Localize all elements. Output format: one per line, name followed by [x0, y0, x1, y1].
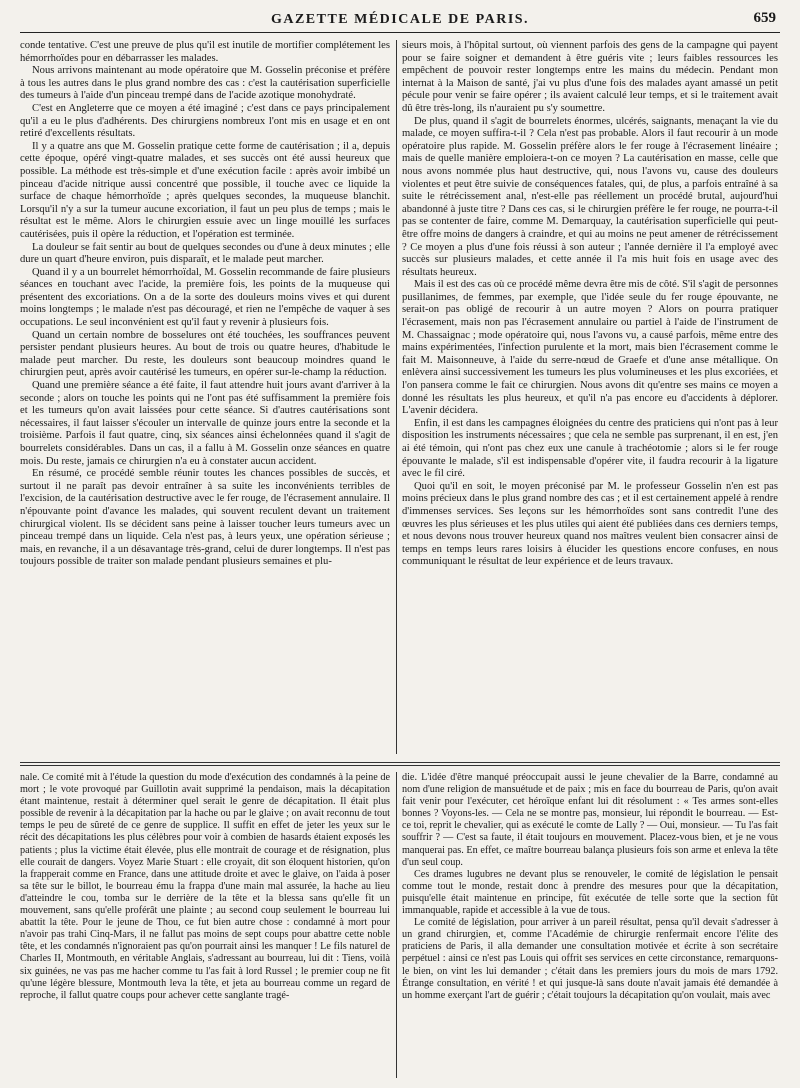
paragraph: Le comité de législation, pour arriver à un pareil résultat, pensa qu'il devait s'adresser à un grand chirurgien, et, comme l'Académie de chirurgie renfermait encore l'élite des praticiens de Paris, il alla demander une consultation motivée et écrite à son secrétaire perpétuel : ainsi ce n'est pas Louis qui offrit ses services en cette circonstance, remarquons-le bien, on vint les lui demander ; c'était dans les premiers jours du mois de mars 1792. Étrange consultation, en vérité ! et qui jusque-là sans doute n'avait jamais été demandée à un homme exerçant l'art de guérir ; c'était toujours la décapitation qu'on voulait, mais avec	[402, 917, 778, 1001]
article-column-right	[402, 40, 778, 756]
paragraph: sieurs mois, à l'hôpital surtout, où viennent parfois des gens de la campagne qui payent pour se faire soigner et demandent à être guéris vite ; leurs faibles ressources les empêchent de pouvoir rester longtemps entre les mains du médecin. Pendant mon internat à la Maison de santé, j'ai vu plus d'une fois des malades ayant amassé un petit pécule pour venir se faire opérer ; ils avaient calculé leur temps, et si le traitement avait dû être très-long, ils n'auraient pu s'y soumettre.	[402, 40, 778, 114]
column-divider	[396, 772, 397, 1078]
paragraph: die. L'idée d'être manqué préoccupait aussi le jeune chevalier de la Barre, condamné au nom d'une religion de mansuétude et de paix ; mis en face du bourreau de Paris, qu'on avait fait venir pour l'exécuter, cet héroïque enfant lui dit résolument : « Tes armes sont-elles bonnes ? Voyons-les. — Cela ne se montre pas, monsieur, lui répondit le bourreau. — Est-ce toi, reprit le chevalier, qui as exécuté le comte de Lally ? — Oui, monsieur. — Tu l'as fait souffrir ? — C'est sa faute, il était toujours en mouvement. Placez-vous bien, et je ne vous manquerai pas. En effet, ce maître bourreau balança plusieurs fois son arme et enleva la tête d'un seul coup.	[402, 772, 778, 868]
page-header	[20, 8, 780, 30]
paragraph: Nous arrivons maintenant au mode opératoire que M. Gosselin préconise et préfère à tous les autres dans le plus grand nombre des cas : c'est la cautérisation superficielle des tumeurs à l'aide d'un pinceau trempé dans de l'acide azotique monohydraté.	[20, 65, 390, 102]
paragraph: Ces drames lugubres ne devant plus se renouveler, le comité de législation le pensait comme tout le monde, restait donc à prendre des mesures pour que la décapitation, puisqu'elle était maintenue en principe, fût exécutée de telle sorte que la section fût immanquable, rapide et accessible à la vue de tous.	[402, 868, 778, 917]
feuilleton-column-right	[402, 772, 778, 1080]
article-column-left	[20, 40, 390, 756]
paragraph: La douleur se fait sentir au bout de quelques secondes ou d'une à deux minutes ; elle dure un quart d'heure environ, puis disparaît, et le malade peut marcher.	[20, 241, 390, 266]
paragraph: Mais il est des cas où ce procédé même devra être mis de côté. S'il s'agit de personnes pusillanimes, de femmes, par exemple, que l'idée seule du fer rouge épouvante, ne serait-on pas obligé de recourir à un autre moyen ? Alors on pourra pratiquer l'écrasement, mais non pas l'écrasement annulaire ou partiel à l'aide de l'instrument de M. Chassaignac ; mode opératoire qui, nous l'avons vu, a causé parfois, même entre des mains expérimentées, l'infection purulente et la mort, mais bien l'écrasement comme le fait M. Maisonneuve, à l'aide du serre-nœud de Graefe et d'une anse métallique. On enlèvera ainsi successivement les tumeurs les plus volumineuses et les plus excoriées, et l'on pansera comme le fait ce chirurgien. Nous avons dit qu'entre ses mains ce moyen a donné les résultats les plus heureux, et qu'il n'a pas encore eu d'accidents à déplorer. L'avenir décidera.	[402, 279, 778, 417]
paragraph: Quand une première séance a été faite, il faut attendre huit jours avant d'arriver à la seconde ; alors on touche les points qui ne l'ont pas été suffisamment la première fois et les tumeurs qu'on avait laissées pour cette séance. Si d'autres cautérisations sont nécessaires, il faut laisser s'écouler un intervalle de quinze jours entre la seconde et la troisième. Parfois il faut quatre, cinq, six séances ainsi échelonnées quand il s'agit de bourrelets considérables. Dans un cas, il a fallu à M. Gosselin onze séances en quatre mois. Du reste, jamais ce chirurgien n'a eu à constater aucun accident.	[20, 380, 390, 467]
journal-title: GAZETTE MÉDICALE DE PARIS.	[270, 12, 530, 27]
paragraph: Il y a quatre ans que M. Gosselin pratique cette forme de cautérisation ; il a, depuis cette époque, opéré vingt-quatre malades, et ses succès ont été aussi heureux que possible. La méthode est très-simple et d'une exécution facile : après avoir imbibé un pinceau d'acide nitrique aussi concentré que possible, il touche avec ce liquide la surface de chaque hémorrhoïde ; après quelques secondes, la muqueuse blanchit. Lorsqu'il n'y a sur la tumeur aucune excoriation, il faut un peu plus de temps ; mais le résultat est le même. Alors le chirurgien essuie avec un linge mouillé les surfaces cautérisées, puis il opère la réduction, et l'opération est terminée.	[20, 140, 390, 240]
page-number: 659	[753, 10, 776, 26]
column-divider	[396, 40, 397, 754]
paragraph: conde tentative. C'est une preuve de plus qu'il est inutile de mortifier complétement les hémorrhoïdes pour en débarrasser les malades.	[20, 40, 390, 64]
feuilleton-column-left	[20, 772, 390, 1080]
paragraph: Quand un certain nombre de bosselures ont été touchées, les souffrances peuvent persister pendant plusieurs heures. Au bout de trois ou quatre heures, d'habitude le malade peut marcher. Du reste, les douleurs sont beaucoup moindres quand le chirurgien peut, après avoir cautérisé les tumeurs, en opérer sur-le-champ la réduction.	[20, 329, 390, 379]
paragraph: De plus, quand il s'agit de bourrelets énormes, ulcérés, saignants, menaçant la vie du malade, ce moyen suffira-t-il ? Cela n'est pas probable. Alors il faut recourir à un mode opératoire plus rapide. M. Gosselin préfère alors le fer rouge à l'écrasement linéaire ; mais de quelle manière emploiera-t-on ce moyen ? La cautérisation en masse, celle que nous avons nommée plus haut destructive, qui, nous l'avons vu, cause des douleurs violentes et peut être suivie de conséquences fatales, qui, de plus, a parfois entraîné à sa suite le rétrécissement anal, n'est-elle pas réellement un procédé brutal, aujourd'hui abandonné à juste titre ? Dans ces cas, si le chirurgien préfère le fer rouge, ne pourra-t-il pas se contenter de faire, comme M. Demarquay, la cautérisation superficielle qui peut-être offre moins de dangers à craindre, et qui au moins ne peut amener de rétrécissement ? Ce moyen a plus d'une fois réussi à son auteur ; l'année dernière il l'a employé avec succès sur plusieurs malades, et cette année il l'a mis huit fois en usage avec des résultats heureux.	[402, 115, 778, 278]
feuilleton-separator	[20, 762, 780, 766]
paragraph: C'est en Angleterre que ce moyen a été imaginé ; c'est dans ce pays principalement qu'il a eu le plus d'adhérents. Des chirurgiens nombreux l'ont mis en usage et en ont retiré d'excellents résultats.	[20, 102, 390, 140]
paragraph: En résumé, ce procédé semble réunir toutes les chances possibles de succès, et surtout il ne paraît pas devoir entraîner à sa suite les inconvénients terribles de l'excision, de la cautérisation destructive avec le fer rouge, de l'écrasement annulaire. Il n'épouvante point d'avance les malades, qui souvent reculent devant un traitement chirurgical violent. Ils se décident sans peine à laisser toucher leurs tumeurs avec un pinceau trempé dans un liquide. Cela n'est pas, à leurs yeux, une opération sérieuse ; mais, en revanche, il a un désavantage très-grand, celui de durer longtemps. Il n'est pas toujours possible de traiter son malade pendant plusieurs semaines et plu-	[20, 468, 390, 568]
paragraph: Quand il y a un bourrelet hémorrhoïdal, M. Gosselin recommande de faire plusieurs séances en touchant avec l'acide, la première fois, les points de la muqueuse qui présentent des excoriations. On a de la sorte des douleurs moins vives et qui durent moins longtemps ; le malade n'est pas découragé, et rien ne l'empêche de vaquer à ses occupations. Le seul inconvénient est qu'il faut y revenir à plusieurs fois.	[20, 266, 390, 329]
paragraph: nale. Ce comité mit à l'étude la question du mode d'exécution des condamnés à la peine de mort ; le vote provoqué par Guillotin avait supprimé la pendaison, mais la décapitation étant maintenue, restait à déterminer quel serait le genre de décapitation. Il était plus possible de revenir à la décapitation par la hache ou par le glaive ; on avait reconnu de tout temps le peu de sûreté de ce genre de supplice. Il suffit en effet de jeter les yeux sur le récit des décapitations les plus célèbres pour voir à combien de hasards étaient exposés les patients ; plus la victime était élevée, plus elle montrait de courage et de résignation, plus elle courait de dangers. Voyez Marie Stuart : elle croyait, dit son éloquent historien, qu'on la frapperait comme en France, dans une attitude droite et avec le glaive, on l'aida à poser sa tête sur le billot, le bourreau ému la frappa d'une main mal assurée, la hache au lieu d'atteindre le cou, tomba sur le derrière de la tête et la blessa sans qu'elle fit un mouvement, sans qu'elle proférât une plainte ; au second coup seulement le bourreau lui abattit la tête. Pour le jeune de Thou, ce fut bien autre chose : condamné à mort pour n'avoir pas trahi Cinq-Mars, il ne fallut pas moins de sept coups pour abattre cette noble tête, et les condamnés n'ignoraient pas qu'on pourrait ainsi les manquer ! Le fils naturel de Charles II, Montmouth, en véritable Anglais, s'adressant au bourreau, lui dit : Tiens, voilà six guinées, ne vas pas me hacher comme tu l'as fait à lord Russel ; le premier coup ne fit qu'une légère blessure, Montmouth leva la tête, et jeta au bourreau comme un regard de reproche, il fallut quatre coups pour achever cette sanglante tragé-	[20, 772, 390, 1001]
header-rule	[20, 32, 780, 33]
paragraph: Quoi qu'il en soit, le moyen préconisé par M. le professeur Gosselin n'en est pas moins précieux dans le plus grand nombre des cas ; et il est certainement appelé à rendre d'immenses services. Ses leçons sur les hémorrhoïdes sont sans contredit l'une des œuvres les plus sérieuses et les plus utiles qui aient été publiées dans ces derniers temps, et nous devons nous trouver heureux quand nos maîtres veulent bien consacrer ainsi de temps en temps leurs rares loisirs à élucider les questions encore confuses, en nous communiquant le résultat de leur expérience et de leurs travaux.	[402, 480, 778, 568]
paragraph: Enfin, il est dans les campagnes éloignées du centre des praticiens qui n'ont pas à leur disposition les instruments nécessaires ; que cela ne semble pas surprenant, il en est, j'en ai été témoin, qui n'ont pas chez eux une canule à trachéotomie ; alors si le fer rouge épouvante le malade, s'il est indispensable d'opérer vite, il faudra recourir à la ligature avec le fil ciré.	[402, 417, 778, 480]
